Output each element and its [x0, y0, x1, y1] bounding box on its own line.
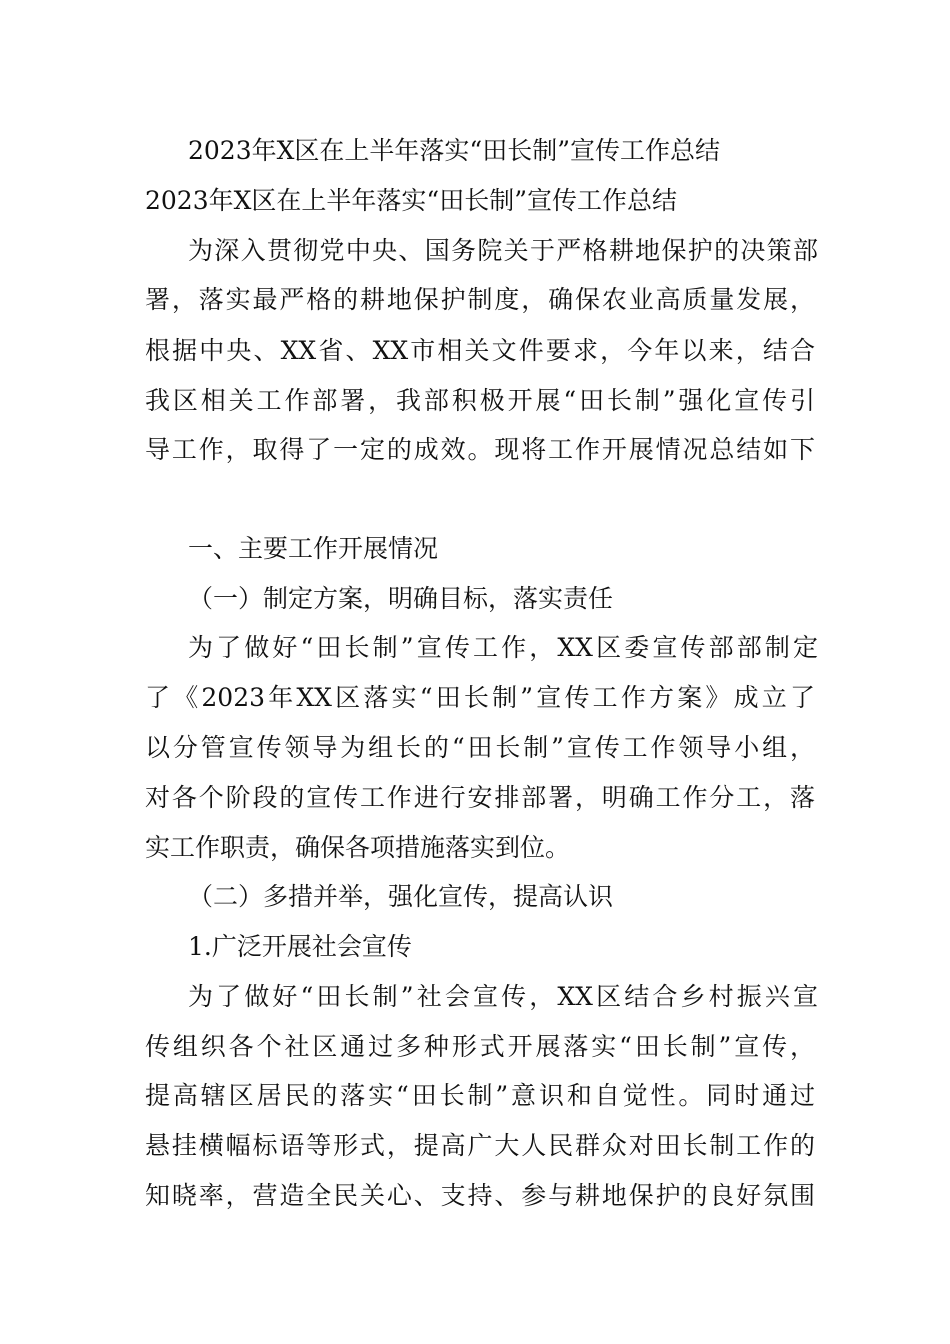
- intro-line: 导工作，取得了一定的成效。现将工作开展情况总结如下: [145, 435, 815, 464]
- intro-line: 署，落实最严格的耕地保护制度，确保农业高质量发展，: [145, 285, 815, 314]
- item-1-line: 为了做好“田长制”社会宣传，XX区结合乡村振兴宣: [188, 982, 818, 1011]
- item-1-line: 知晓率，营造全民关心、支持、参与耕地保护的良好氛围: [145, 1181, 815, 1210]
- document-title-indented: 2023年X区在上半年落实“田长制”宣传工作总结: [188, 136, 720, 165]
- subsection-1-line: 为了做好“田长制”宣传工作，XX区委宣传部部制定: [188, 633, 818, 662]
- subsection-1-line: 对各个阶段的宣传工作进行安排部署，明确工作分工，落: [145, 783, 815, 812]
- subsection-1-line: 了《2023年XX区落实“田长制”宣传工作方案》成立了: [145, 683, 815, 712]
- item-1-line: 提高辖区居民的落实“田长制”意识和自觉性。同时通过: [145, 1081, 815, 1110]
- item-1-line: 传组织各个社区通过多种形式开展落实“田长制”宣传，: [145, 1032, 815, 1061]
- subsection-1-line: 以分管宣传领导为组长的“田长制”宣传工作领导小组，: [145, 733, 815, 762]
- subsection-1-heading: （一）制定方案，明确目标，落实责任: [188, 584, 614, 613]
- section-1-heading: 一、主要工作开展情况: [188, 534, 439, 563]
- document-title: 2023年X区在上半年落实“田长制”宣传工作总结: [145, 186, 677, 215]
- intro-line: 根据中央、XX省、XX市相关文件要求，今年以来，结合: [145, 336, 815, 365]
- item-1-line: 悬挂横幅标语等形式，提高广大人民群众对田长制工作的: [145, 1131, 815, 1160]
- subsection-2-heading: （二）多措并举，强化宣传，提高认识: [188, 882, 614, 911]
- intro-line: 我区相关工作部署，我部积极开展“田长制”强化宣传引: [145, 386, 815, 415]
- subsection-1-line: 实工作职责，确保各项措施落实到位。: [145, 833, 571, 862]
- intro-line: 为深入贯彻党中央、国务院关于严格耕地保护的决策部: [188, 236, 818, 265]
- item-1-heading: 1.广泛开展社会宣传: [188, 932, 412, 961]
